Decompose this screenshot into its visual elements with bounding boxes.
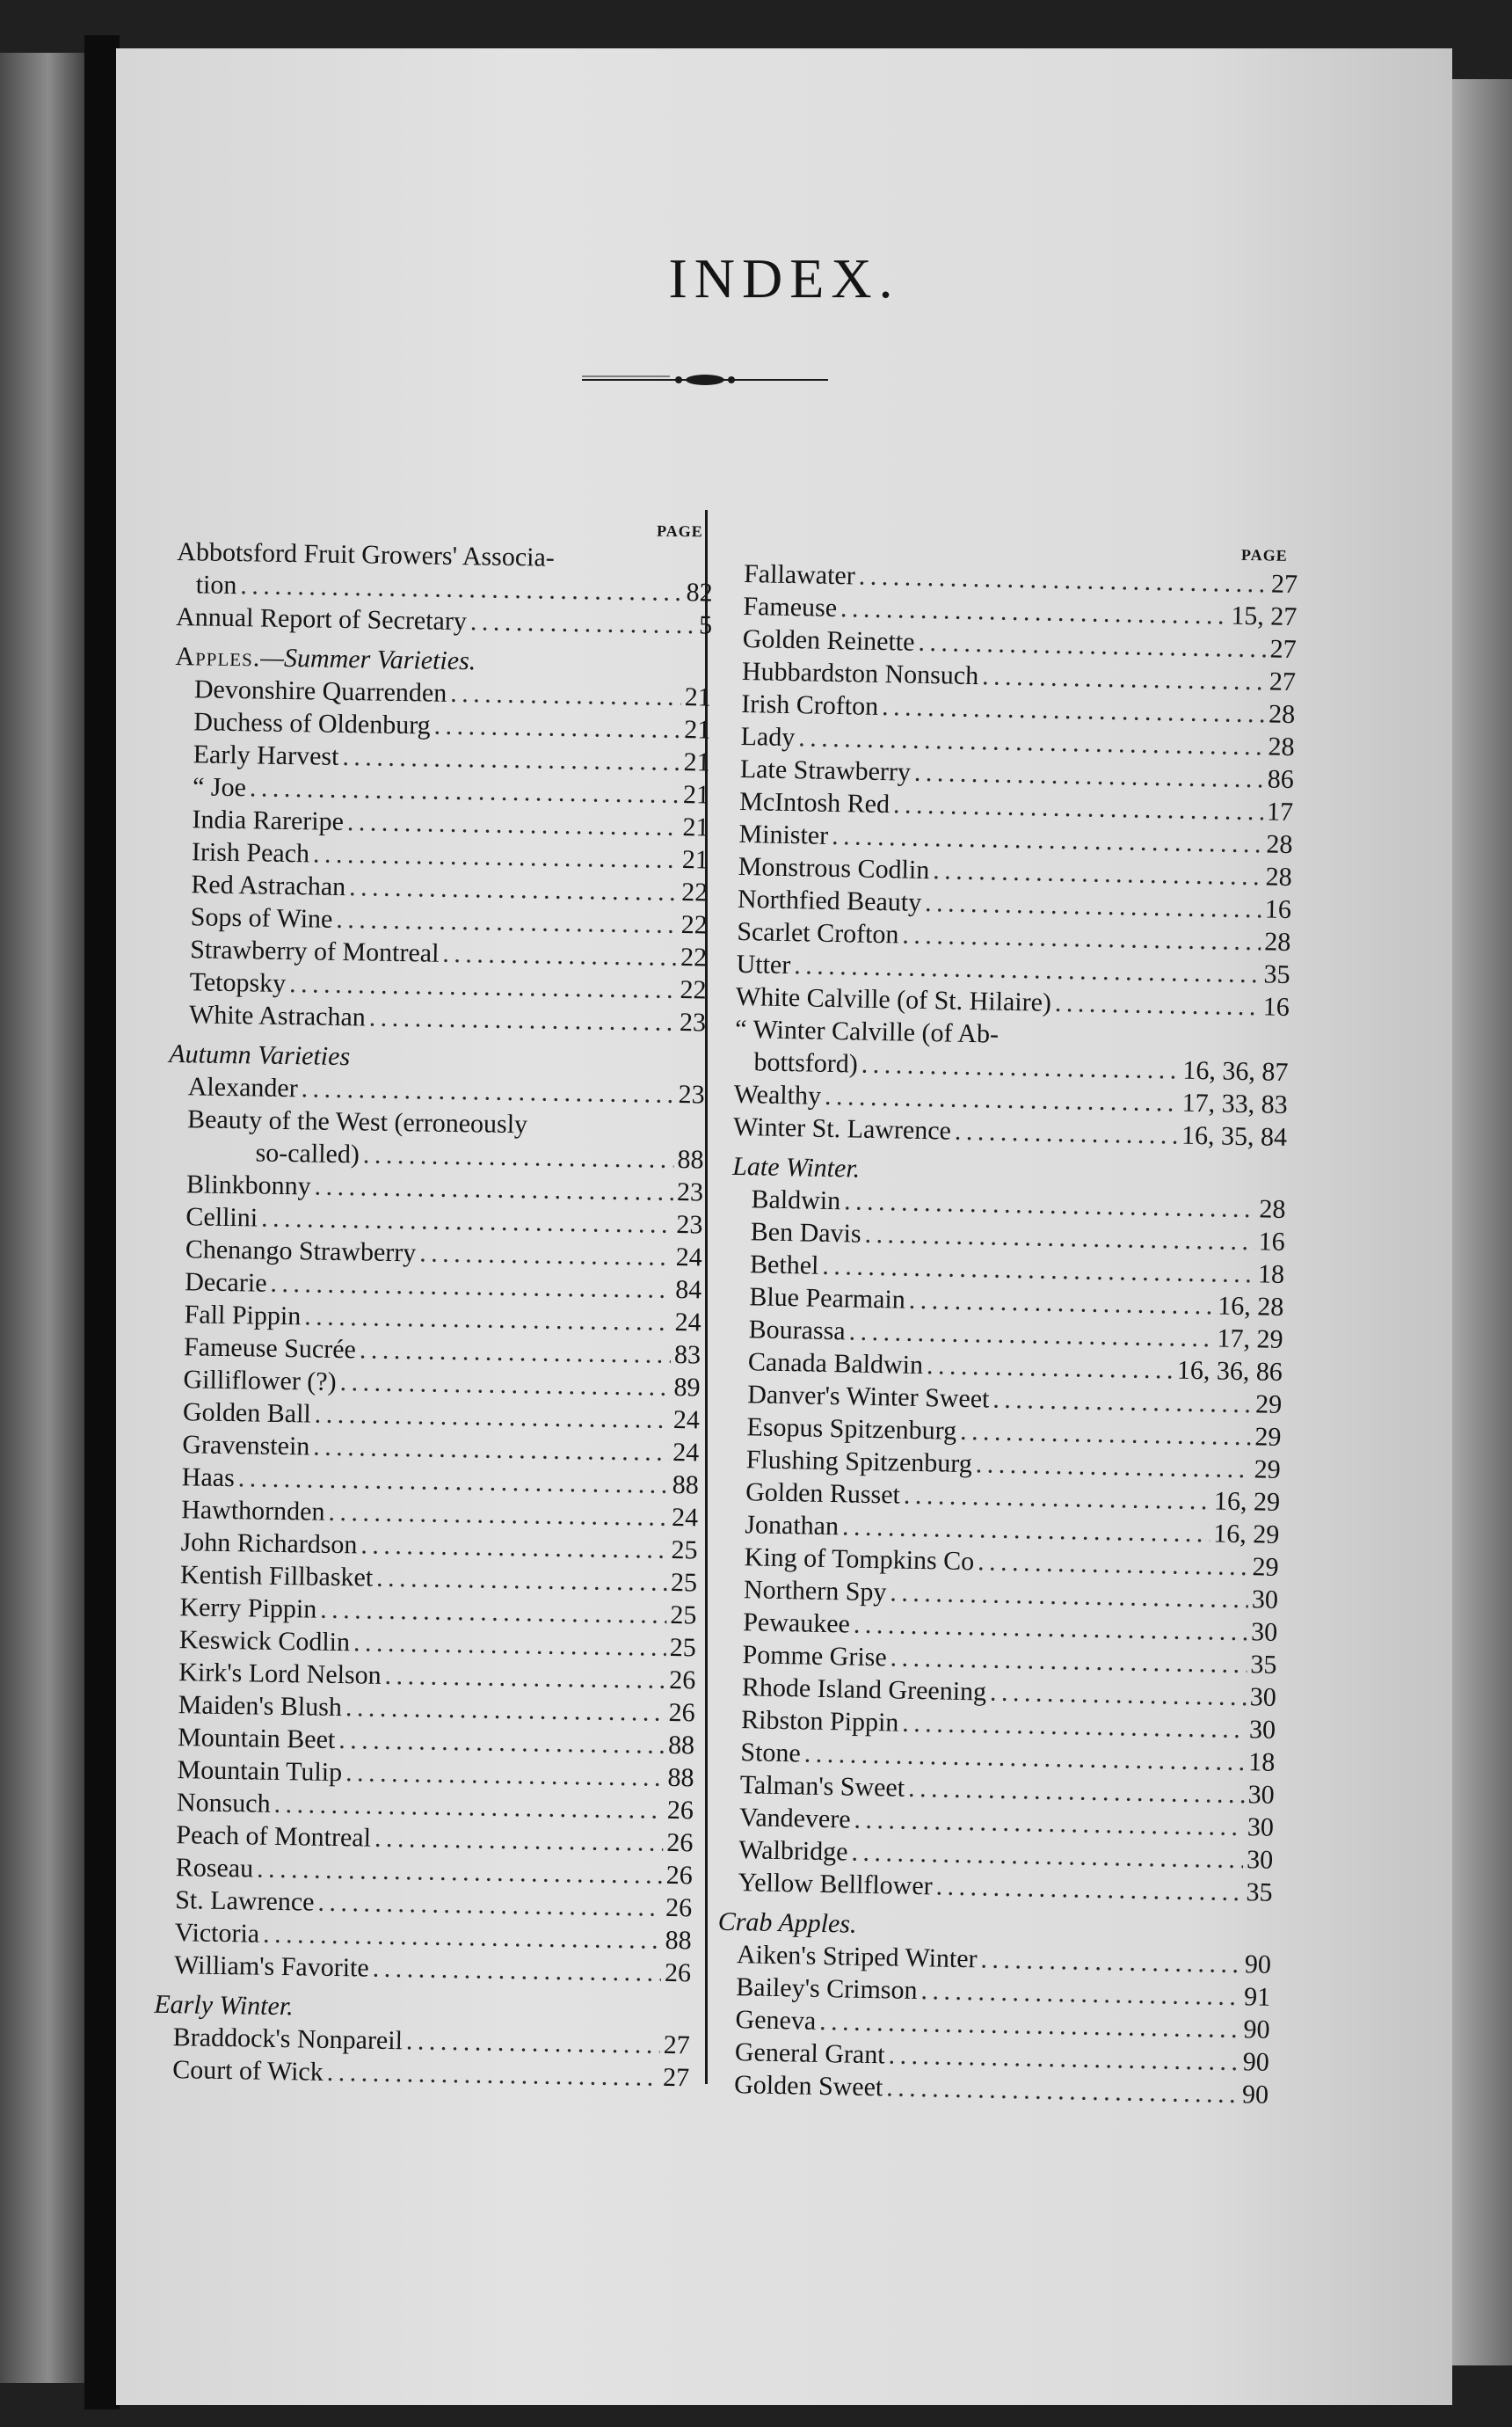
entry-page-number: 18 [1257,1259,1285,1289]
entry-name: St. Lawrence [174,1885,315,1917]
entry-name: McIntosh Red [738,786,890,820]
entry-name: Pomme Grise [742,1640,888,1673]
entry-page-number: 29 [1252,1552,1279,1582]
entry-page-number: 30 [1248,1715,1276,1745]
dot-leader [990,1676,1247,1714]
entry-page-number: 90 [1243,2015,1270,2044]
entry-page-number: 29 [1254,1422,1282,1452]
entry-page-number: 90 [1242,2047,1270,2077]
entry-page-number: 25 [670,1600,697,1630]
entry-name: Geneva [735,2005,817,2036]
entry-name: Northern Spy [743,1575,887,1607]
entry-page-number: 23 [676,1210,703,1240]
entry-name: Stone [740,1738,802,1768]
entry-name: Bethel [749,1250,819,1280]
entry-name: Mountain Tulip [177,1755,343,1788]
entry-name: Aiken's Striped Winter [736,1940,978,1974]
entry-name: White Calville (of St. Hilaire) [735,981,1052,1017]
page-column-label: PAGE [656,521,703,541]
entry-page-number: 26 [664,1957,692,1988]
left-index-column [153,514,714,2094]
entry-page-number: 88 [665,1925,692,1956]
entry-page-number: 84 [674,1275,702,1305]
section-heading-label: Autumn Varieties [169,1039,351,1072]
entry-page-number: 27 [1268,667,1297,697]
entry-name: Irish Peach [191,837,310,869]
entry-page-number: 29 [1254,1389,1283,1419]
entry-page-number: 22 [681,878,709,907]
entry-page-number: 21 [684,682,712,712]
dot-leader [886,2071,1239,2110]
entry-name: Fameuse [743,591,838,623]
dot-leader [342,740,680,778]
entry-page-number: 29 [1254,1454,1282,1484]
entry-page-number: 26 [668,1665,696,1695]
entry-page-number: 30 [1247,1812,1275,1842]
entry-page-number: 26 [668,1697,695,1728]
entry-page-number: 88 [677,1145,704,1175]
entry-page-number: 25 [669,1632,697,1663]
dot-leader [374,1822,664,1859]
entry-page-number: 25 [671,1534,698,1565]
dot-leader [317,1886,662,1924]
entry-page-number: 28 [1266,829,1293,860]
dot-leader [419,1236,672,1273]
entry-name: Rhode Island Greening [741,1673,987,1707]
dot-leader [347,805,680,843]
entry-name: John Richardson [180,1527,358,1560]
entry-page-number: 27 [1270,569,1298,600]
entry-name: tion [195,570,237,601]
entry-page-number: 27 [662,2062,690,2093]
entry-page-number: 17, 33, 83 [1181,1088,1289,1119]
entry-name: Hawthornden [180,1495,325,1527]
entry-name: William's Favorite [173,1950,369,1983]
entry-name: Bailey's Crimson [736,1972,918,2006]
entry-page-number: 90 [1244,1950,1272,1979]
entry-name: “ Winter Calville (of Ab- [734,1014,1000,1049]
dot-leader [336,903,678,941]
entry-page-number: 35 [1246,1877,1273,1907]
right-entry-list [715,558,1298,2111]
entry-page-number: 27 [663,2030,690,2060]
entry-name: General Grant [734,2037,885,2070]
entry-page-number: 30 [1250,1617,1278,1647]
entry-name: Fameuse Sucrée [183,1332,357,1365]
dot-leader [360,1333,672,1371]
entry-page-number: 16, 35, 84 [1181,1120,1288,1152]
entry-page-number: 30 [1247,1780,1275,1810]
entry-name: Duchess of Oldenburg [193,707,431,740]
entry-page-number: 30 [1246,1845,1274,1875]
dot-leader [470,605,696,641]
dot-leader [328,1496,668,1534]
dot-leader [345,1756,665,1794]
entry-name: Nonsuch [176,1788,271,1818]
entry-page-number: 35 [1263,959,1290,990]
entry-page-number: 17 [1266,797,1294,827]
entry-page-number: 25 [670,1567,698,1598]
entry-page-number: 18 [1248,1747,1276,1777]
entry-page-number: 82 [686,578,713,608]
entry-name: Blue Pearmain [749,1282,906,1315]
entry-name: Court of Wick [171,2055,324,2087]
entry-name: Scarlet Crofton [737,916,899,950]
dot-leader [935,1869,1243,1908]
dot-leader [313,1431,670,1469]
entry-page-number: 24 [674,1308,701,1337]
entry-name: Keswick Codlin [178,1625,351,1658]
dot-leader [980,1942,1241,1980]
section-heading-label: Late Winter. [731,1151,861,1184]
entry-page-number: 16, 29 [1213,1486,1281,1517]
entry-page-number: 16 [1264,894,1292,925]
entry-name: Strawberry of Montreal [189,935,440,968]
entry-page-number: 22 [680,975,707,1005]
entry-page-number: 28 [1268,732,1295,762]
entry-name: Haas [181,1462,236,1493]
entry-name: Tetopsky [189,967,287,998]
section-heading-label: —Summer Varieties. [260,643,476,676]
entry-name: Golden Russet [745,1477,901,1510]
section-heading-label: Crab Apples. [717,1906,857,1939]
dot-leader [339,1366,670,1403]
dot-leader [433,710,680,746]
entry-name: bottsford) [753,1047,859,1079]
entry-page-number: 16 [1258,1227,1286,1257]
index-page [116,48,1452,2405]
entry-name: Hubbardston Nonsuch [741,656,979,691]
entry-page-number: 23 [678,1080,705,1110]
entry-name: Canada Baldwin [747,1347,924,1381]
dot-leader [982,660,1267,697]
title-ornament-rule [582,367,828,393]
entry-page-number: 16, 29 [1213,1519,1280,1549]
entry-page-number: 28 [1263,927,1291,958]
entry-page-number: 28 [1268,699,1296,730]
entry-page-number: 16, 28 [1217,1291,1284,1322]
entry-page-number: 30 [1249,1682,1277,1712]
entry-page-number: 5 [698,610,713,640]
entry-name: King of Tompkins Co [744,1542,975,1577]
dot-leader [975,1447,1251,1485]
entry-page-number: 21 [682,780,710,810]
entry-page-number: 16, 36, 87 [1182,1055,1289,1087]
entry-name: Fall Pippin [184,1300,302,1331]
entry-name: Sops of Wine [190,902,333,934]
entry-name: Talman's Sweet [739,1770,905,1803]
entry-page-number: 27 [1269,634,1297,665]
entry-name: Monstrous Codlin [738,851,930,886]
dot-leader [326,2056,659,2094]
entry-page-number: 24 [671,1502,699,1533]
dot-leader [960,1415,1252,1453]
entry-page-number: 24 [675,1243,703,1272]
entry-page-number: 23 [679,1008,707,1038]
entry-page-number: 28 [1265,862,1292,893]
entry-name: Irish Crofton [741,689,879,721]
entry-name: Minister [738,819,829,850]
entry-page-number: 16 [1262,992,1290,1022]
section-heading-prefix: Apples. [175,641,261,673]
entry-name: Kentish Fillbasket [179,1560,374,1592]
dot-leader [1055,987,1261,1023]
entry-name: Victoria [174,1918,260,1949]
dot-leader [978,1545,1249,1583]
entry-name: Braddock's Nonpareil [172,2022,403,2056]
entry-page-number: 22 [680,943,708,973]
entry-page-number: 21 [682,813,709,842]
dot-leader [314,1170,673,1208]
left-entry-list [153,536,714,2094]
entry-name: Fallawater [743,558,856,591]
entry-name: Blinkbonny [185,1170,311,1201]
entry-name: Utter [736,949,791,980]
entry-name: Winter St. Lawrence [732,1111,952,1146]
entry-page-number: 21 [681,845,709,875]
entry-name: Danver's Winter Sweet [746,1380,990,1414]
entry-name: Late Strawberry [739,754,912,787]
entry-name: Red Astrachan [191,870,346,902]
entry-page-number: 24 [672,1437,700,1468]
entry-name: Alexander [187,1072,298,1104]
entry-page-number: 35 [1250,1650,1277,1680]
entry-name: Bourassa [748,1315,846,1346]
entry-name: Beauty of the West (erroneously [186,1104,528,1140]
right-index-column [715,536,1298,2111]
entry-page-number: 83 [673,1339,701,1370]
entry-page-number: 26 [665,1892,693,1923]
dot-leader [376,1562,667,1599]
entry-page-number: 86 [1267,764,1295,795]
entry-name: Ribston Pippin [740,1705,899,1738]
entry-name: Gravenstein [182,1430,310,1461]
entry-name: Lady [740,721,796,753]
entry-page-number: 15, 27 [1231,601,1298,632]
entry-name: Gilliflower (?) [183,1365,337,1396]
entry-name: Annual Report of Secretary [175,601,468,637]
entry-name: Decarie [185,1267,267,1298]
entry-name: Abbotsford Fruit Growers' Associa- [177,536,556,572]
entry-page-number: 21 [683,747,710,777]
dot-leader [450,677,681,713]
entry-name: Maiden's Blush [178,1690,343,1723]
entry-name: Northfied Beauty [737,884,922,917]
dot-leader [363,1138,674,1176]
entry-page-number: 89 [673,1372,701,1403]
entry-name: Vandevere [738,1803,851,1834]
entry-page-number: 24 [672,1404,701,1435]
dot-leader [353,1626,666,1664]
entry-page-number: 23 [676,1177,704,1207]
entry-page-number: 88 [667,1762,694,1793]
dot-leader [406,2024,660,2061]
entry-name: Cellini [185,1202,258,1233]
entry-name: Golden Ball [182,1397,312,1429]
dot-leader [372,1952,661,1989]
entry-page-number: 28 [1259,1194,1286,1224]
page-column-label: PAGE [1240,545,1288,565]
page-stack-edge [1452,79,1512,2365]
entry-name: Chenango Strawberry [185,1235,417,1268]
entry-page-number: 26 [665,1860,694,1891]
entry-page-number: 90 [1241,2080,1269,2110]
entry-page-number: 26 [666,1795,694,1826]
entry-name: Ben Davis [750,1217,861,1249]
entry-name: Mountain Beet [177,1723,336,1754]
entry-name: “ Joe [192,772,247,803]
entry-name: Golden Sweet [733,2070,883,2103]
entry-name: Kirk's Lord Nelson [178,1658,382,1690]
book-gutter [84,35,120,2409]
entry-name: Wealthy [733,1079,822,1111]
dot-leader [927,1349,1174,1386]
entry-name: Kerry Pippin [179,1592,317,1624]
entry-name: so-called) [255,1138,360,1170]
entry-name: Pewaukee [742,1607,851,1639]
entry-name: Esopus Spitzenburg [746,1412,957,1446]
entry-name: Flushing Spitzenburg [745,1445,973,1479]
dot-leader [345,1691,665,1729]
entry-name: Jonathan [745,1510,840,1541]
entry-name: Peach of Montreal [176,1820,372,1853]
entry-page-number: 88 [667,1730,695,1760]
entry-name: Roseau [175,1853,254,1884]
entry-page-number: 22 [680,910,708,940]
entry-page-number: 30 [1251,1585,1279,1614]
entry-name: White Astrachan [188,1000,367,1032]
dot-leader [320,1593,667,1631]
dot-leader [369,1001,677,1038]
dot-leader [349,871,679,908]
entry-name: India Rareripe [192,805,345,837]
entry-name: Baldwin [751,1184,841,1216]
dot-leader [360,1528,668,1565]
entry-name: Walbridge [738,1835,848,1867]
section-heading-label: Early Winter. [154,1989,294,2022]
entry-name: Yellow Bellflower [738,1868,933,1901]
entry-name: Early Harvest [193,740,339,771]
facing-page-edge [0,53,88,2383]
entry-page-number: 91 [1243,1982,1271,2012]
entry-page-number: 16, 36, 86 [1176,1355,1283,1387]
dot-leader [442,937,677,973]
entry-page-number: 26 [666,1827,694,1858]
page-title: INDEX. [668,247,900,310]
entry-page-number: 21 [683,715,711,745]
dot-leader [338,1724,665,1761]
dot-leader [314,1398,670,1436]
dot-leader [955,1115,1179,1152]
entry-page-number: 17, 29 [1217,1323,1283,1354]
dot-leader [384,1659,665,1696]
entry-name: Golden Reinette [742,623,915,657]
entry-name: Devonshire Quarrenden [193,674,447,708]
dot-leader [992,1383,1252,1421]
entry-page-number: 88 [672,1469,699,1500]
